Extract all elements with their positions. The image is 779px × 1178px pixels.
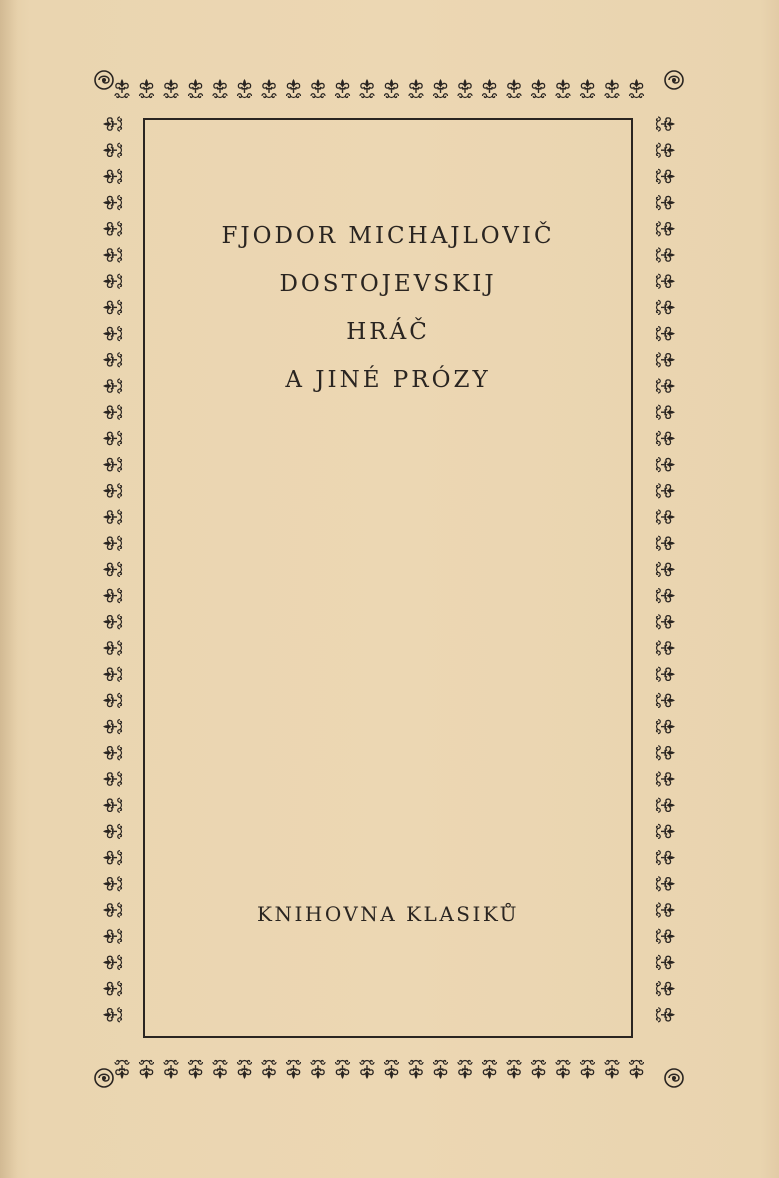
author-first-name: FJODOR MICHAJLOVIČ	[221, 223, 555, 249]
spine-shadow	[0, 0, 18, 1178]
title-block	[143, 212, 633, 404]
book-subtitle: A JINÉ PRÓZY	[285, 367, 491, 393]
series-name: KNIHOVNA KLASIKŮ	[257, 902, 519, 926]
book-title: HRÁČ	[346, 319, 430, 345]
author-surname: DOSTOJEVSKIJ	[279, 271, 497, 297]
